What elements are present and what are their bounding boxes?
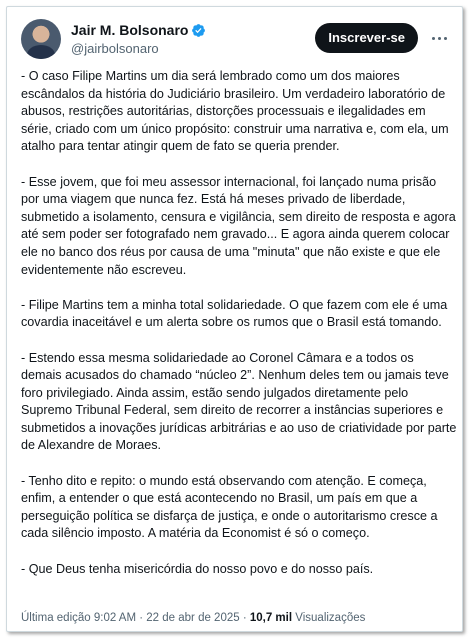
- views-label: Visualizações: [292, 612, 366, 624]
- tweet-paragraph-4: - Estendo essa mesma solidariedade ao Coronel Câmara e a todos os demais acusados do chamado “núcleo 2”. Nenhum deles tem ou jamais teve foro privilegiado. Ainda assim, estão sendo julgados diretamente pelo Supremo Tribunal Federal, sem direito de recorrer a instâncias superiores e submetidos a inovações jurídicas arbitrárias e ao uso de criatividade por parte de Alexandre de Moraes.: [21, 350, 457, 453]
- verified-badge-icon: [191, 23, 206, 38]
- author-name[interactable]: Jair M. Bolsonaro: [71, 22, 189, 38]
- subscribe-button[interactable]: Inscrever-se: [315, 23, 418, 53]
- tweet-meta: [21, 612, 365, 624]
- author-handle[interactable]: @jairbolsonaro: [71, 41, 159, 56]
- author-info: [71, 22, 206, 57]
- tweet-paragraph-2: - Esse jovem, que foi meu assessor internacional, foi lançado numa prisão por uma viagem que nunca fez. Está há meses privado de liberdade, submetido a isolamento, censura e vigilância, sem direito de resposta e agora até sem poder ser fotografado nem gravado... E agora ainda querem colocar ele no banco dos réus por causa de uma "minuta" que não existe e que ele evidentemente não escreveu.: [21, 174, 456, 277]
- tweet-card: [6, 6, 463, 632]
- tweet-paragraph-3: - Filipe Martins tem a minha total solidariedade. O que fazem com ele é uma covardia inaceitável e um alerta sobre os rumos que o Brasil está tomando.: [21, 297, 448, 330]
- views-count: 10,7 mil: [249, 612, 293, 624]
- tweet-paragraph-5: - Tenho dito e repito: o mundo está observando com atenção. E começa, enfim, a entender o que está acontecendo no Brasil, um país em que a perseguição política se disfarça de justiça, e onde o autoritarismo cresce a cada silêncio imposto. A matéria da Economist é só o começo.: [21, 473, 438, 541]
- tweet-header: [21, 19, 452, 63]
- tweet-paragraph-6: - Que Deus tenha misericórdia do nosso povo e do nosso país.: [21, 561, 374, 576]
- more-options-icon[interactable]: [430, 29, 450, 49]
- edit-timestamp[interactable]: Última edição 9:02 AM · 22 de abr de 2025 ·: [21, 612, 250, 624]
- avatar[interactable]: [21, 19, 61, 59]
- tweet-text: [21, 68, 457, 578]
- tweet-paragraph-1: - O caso Filipe Martins um dia será lembrado como um dos maiores escândalos da história do Judiciário brasileiro. Um verdadeiro laboratório de abusos, restrições autoritárias, distorções processuais e ilegalidades em série, criado com um único propósito: construir uma narrativa e, com ela, um atalho para tentar atingir quem de fato se queria prender.: [21, 69, 449, 154]
